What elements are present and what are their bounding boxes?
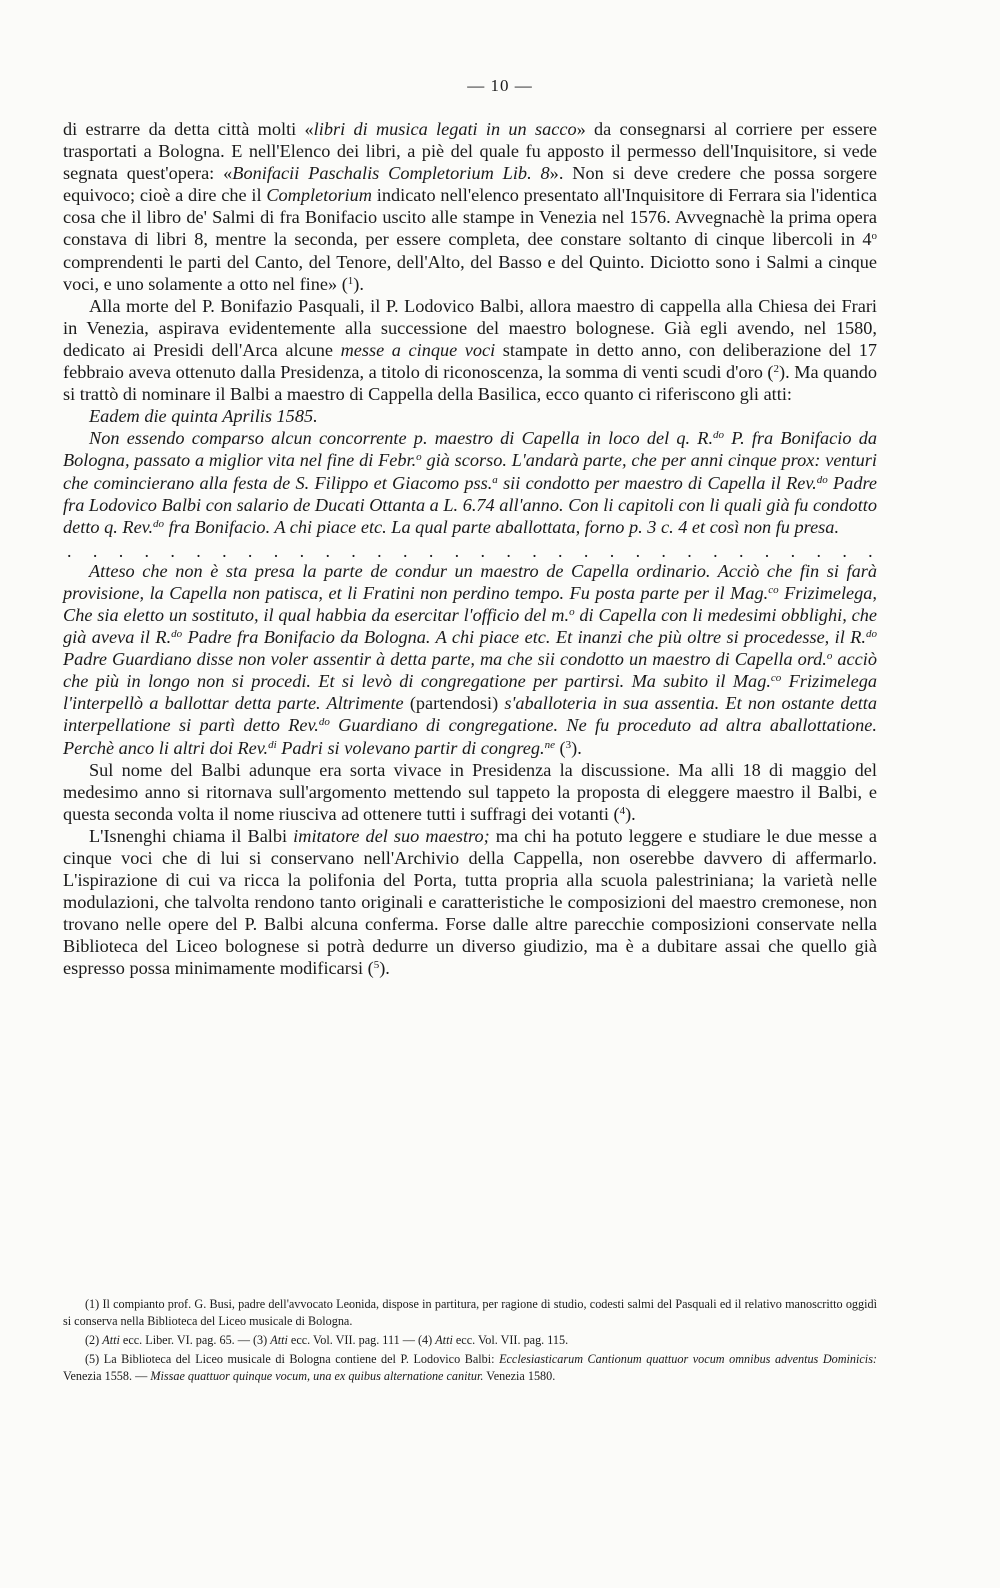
paragraph: L'Isnenghi chiama il Balbi imitatore del suo maestro; ma chi ha potuto leggere e studiare le due messe a cinque voci che di lui si conservano nell'Archivio della Cappella, non oserebbe davvero di affermarlo. L'ispirazione di cui va ricca la polifonia del Porta, tutta propria alla scuola palestriniana; la varietà nelle modulazioni, che talvolta rendono tanto originali e caratteristiche le composizioni del maestro cremonese, non trovano nelle opere del P. Balbi alcuna conferma. Forse dalle altre parecchie composizioni conservate nella Biblioteca del Liceo bolognese si potrà dedurre un diverso giudizio, ma è a dubitare assai che quello già espresso possa minimamente modificarsi ($^5$). xyxy=(63,825,878,979)
quoted-deliberation: Atteso che non è sta presa la parte de condur un maestro de Capella ordinario. Acciò che fin si farà provisione, la Capella non patisca, et li Fratini non perdino tempo. Fu posta parte per il Mag.$^{co}$ Frizimelega, Che sia eletto un sostituto, il qual habbia da esercitar l'officio del m.$^o$ di Capella con li medesimi obblighi, che già aveva il R.$^{do}$ Padre fra Bonifacio da Bologna. A chi piace etc. Et inanzi che più oltre si procedesse, il R.$^{do}$ Padre Guardiano disse non voler assentir à detta parte, ma che sii condotto un maestro di Capella ord.$^o$ acciò che più in longo non si procedi. Et si levò di congregatione per partirsi. Ma subito il Mag.$^{co}$ Frizimelega l'interpellò a ballottar detta parte. Altrimente (partendosi) s'aballoteria in sua assentia. Et non ostante detta interpellatione si partì detto Rev.$^{do}$ Guardiano di congregatione. Ne fu proceduto ad altra aballottatione. Perchè anco li altri doi Rev.$^{di}$ Padri si volevano partir di congreg.$^{ne}$ ($^3$). xyxy=(63,560,877,758)
quote-date: Eadem die quinta Aprilis 1585. xyxy=(89,406,318,427)
quoted-deliberation: Non essendo comparso alcun concorrente p. maestro di Capella in loco del q. R.$^{do}$ P. fra Bonifacio da Bologna, passato a miglior vita nel fine di Febr.$^o$ già scorso. L'andarà parte, che per anni cinque prox: venturi che comincierano alla festa de S. Filippo et Giacomo pss.$^a$ sii condotto per maestro di Capella il Rev.$^{do}$ Padre fra Lodovico Balbi con salario de Ducati Ottanta a L. 6.74 all'anno. Con li capitoli con li quali già fu condotto detto q. Rev.$^{do}$ fra Bonifacio. A chi piace etc. La qual parte aballottata, forno p. 3 c. 4 et così non fu presa. xyxy=(63,428,878,537)
ellipsis-separator: . . . . . . . . . . . . . . . . . . . . . . . . . . . . . . . . xyxy=(67,540,873,561)
main-text xyxy=(63,118,877,980)
footnote: (1) Il compianto prof. G. Busi, padre dell'avvocato Leonida, dispose in partitura, per ragione di studio, codesti salmi del Pasquali ed il relativo manoscritto oggidì si conserva nella Biblioteca del Liceo musicale di Bologna. xyxy=(63,1297,877,1328)
footnote-ref: 3 xyxy=(565,738,572,751)
footnote: (2) Atti ecc. Liber. VI. pag. 65. — (3) Atti ecc. Vol. VII. pag. 111 — (4) Atti ecc. Vol. VII. pag. 115. xyxy=(85,1333,569,1347)
page-number: — 10 — xyxy=(467,76,533,95)
footnote-ref: 1 xyxy=(347,274,354,287)
footnotes xyxy=(63,1296,877,1387)
footnote-ref: 2 xyxy=(773,363,779,376)
paragraph: Sul nome del Balbi adunque era sorta vivace in Presidenza la discussione. Ma alli 18 di maggio del medesimo anno si ritornava sull'argomento mettendo sul tappeto la proposta di eleggere maestro il Balbi, e questa seconda volta il nome riusciva ad ottenere tutti i suffragi dei votanti ($^4$). xyxy=(63,759,877,824)
paragraph: di estrarre da detta città molti «libri di musica legati in un sacco» da consegnarsi al corriere per essere trasportati a Bologna. E nell'Elenco dei libri, a piè del quale fu apposto il permesso dell'Inquisitore, si vede segnata quest'opera: «Bonifacii Paschalis Completorium Lib. 8». Non si deve credere che possa sorgere equivoco; cioè a dire che il Completorium indicato nell'elenco presentato all'Inquisitore di Ferrara sia l'identica cosa che il libro de' Salmi di fra Bonifacio uscito alle stampe in Venezia nel 1576. Avvegnachè la prima opera constava di libri 8, mentre la seconda, per essere completa, dee constare soltanto di cinque libercoli in 4$^o$ comprendenti le parti del Canto, del Tenore, dell'Alto, del Basso e del Quinto. Diciotto sono i Salmi a cinque voci, e uno solamente a otto nel fine» ($^1$). xyxy=(63,119,877,294)
paragraph: Alla morte del P. Bonifazio Pasquali, il P. Lodovico Balbi, allora maestro di cappella alla Chiesa dei Frari in Venezia, aspirava evidentemente alla successione del maestro bolognese. Già egli avendo, nel 1580, dedicato ai Presidi dell'Arca alcune messe a cinque voci stampate in detto anno, con deliberazione del 17 febbraio aveva ottenuto dalla Presidenza, a titolo di riconoscenza, la somma di venti scudi d'oro ($^2$). Ma quando si trattò di nominare il Balbi a maestro di Cappella della Basilica, ecco quanto ci riferiscono gli atti: xyxy=(63,295,877,405)
footnote-ref: 4 xyxy=(619,804,626,817)
footnote-ref: 5 xyxy=(373,959,380,972)
footnote: (5) La Biblioteca del Liceo musicale di Bologna contiene del P. Lodovico Balbi: Ecclesiasticarum Cantionum quattuor vocum omnibus adventus Dominicis: Venezia 1558. — Missae quattuor quinque vocum, una ex quibus alternatione canitur. Venezia 1580. xyxy=(63,1352,877,1383)
